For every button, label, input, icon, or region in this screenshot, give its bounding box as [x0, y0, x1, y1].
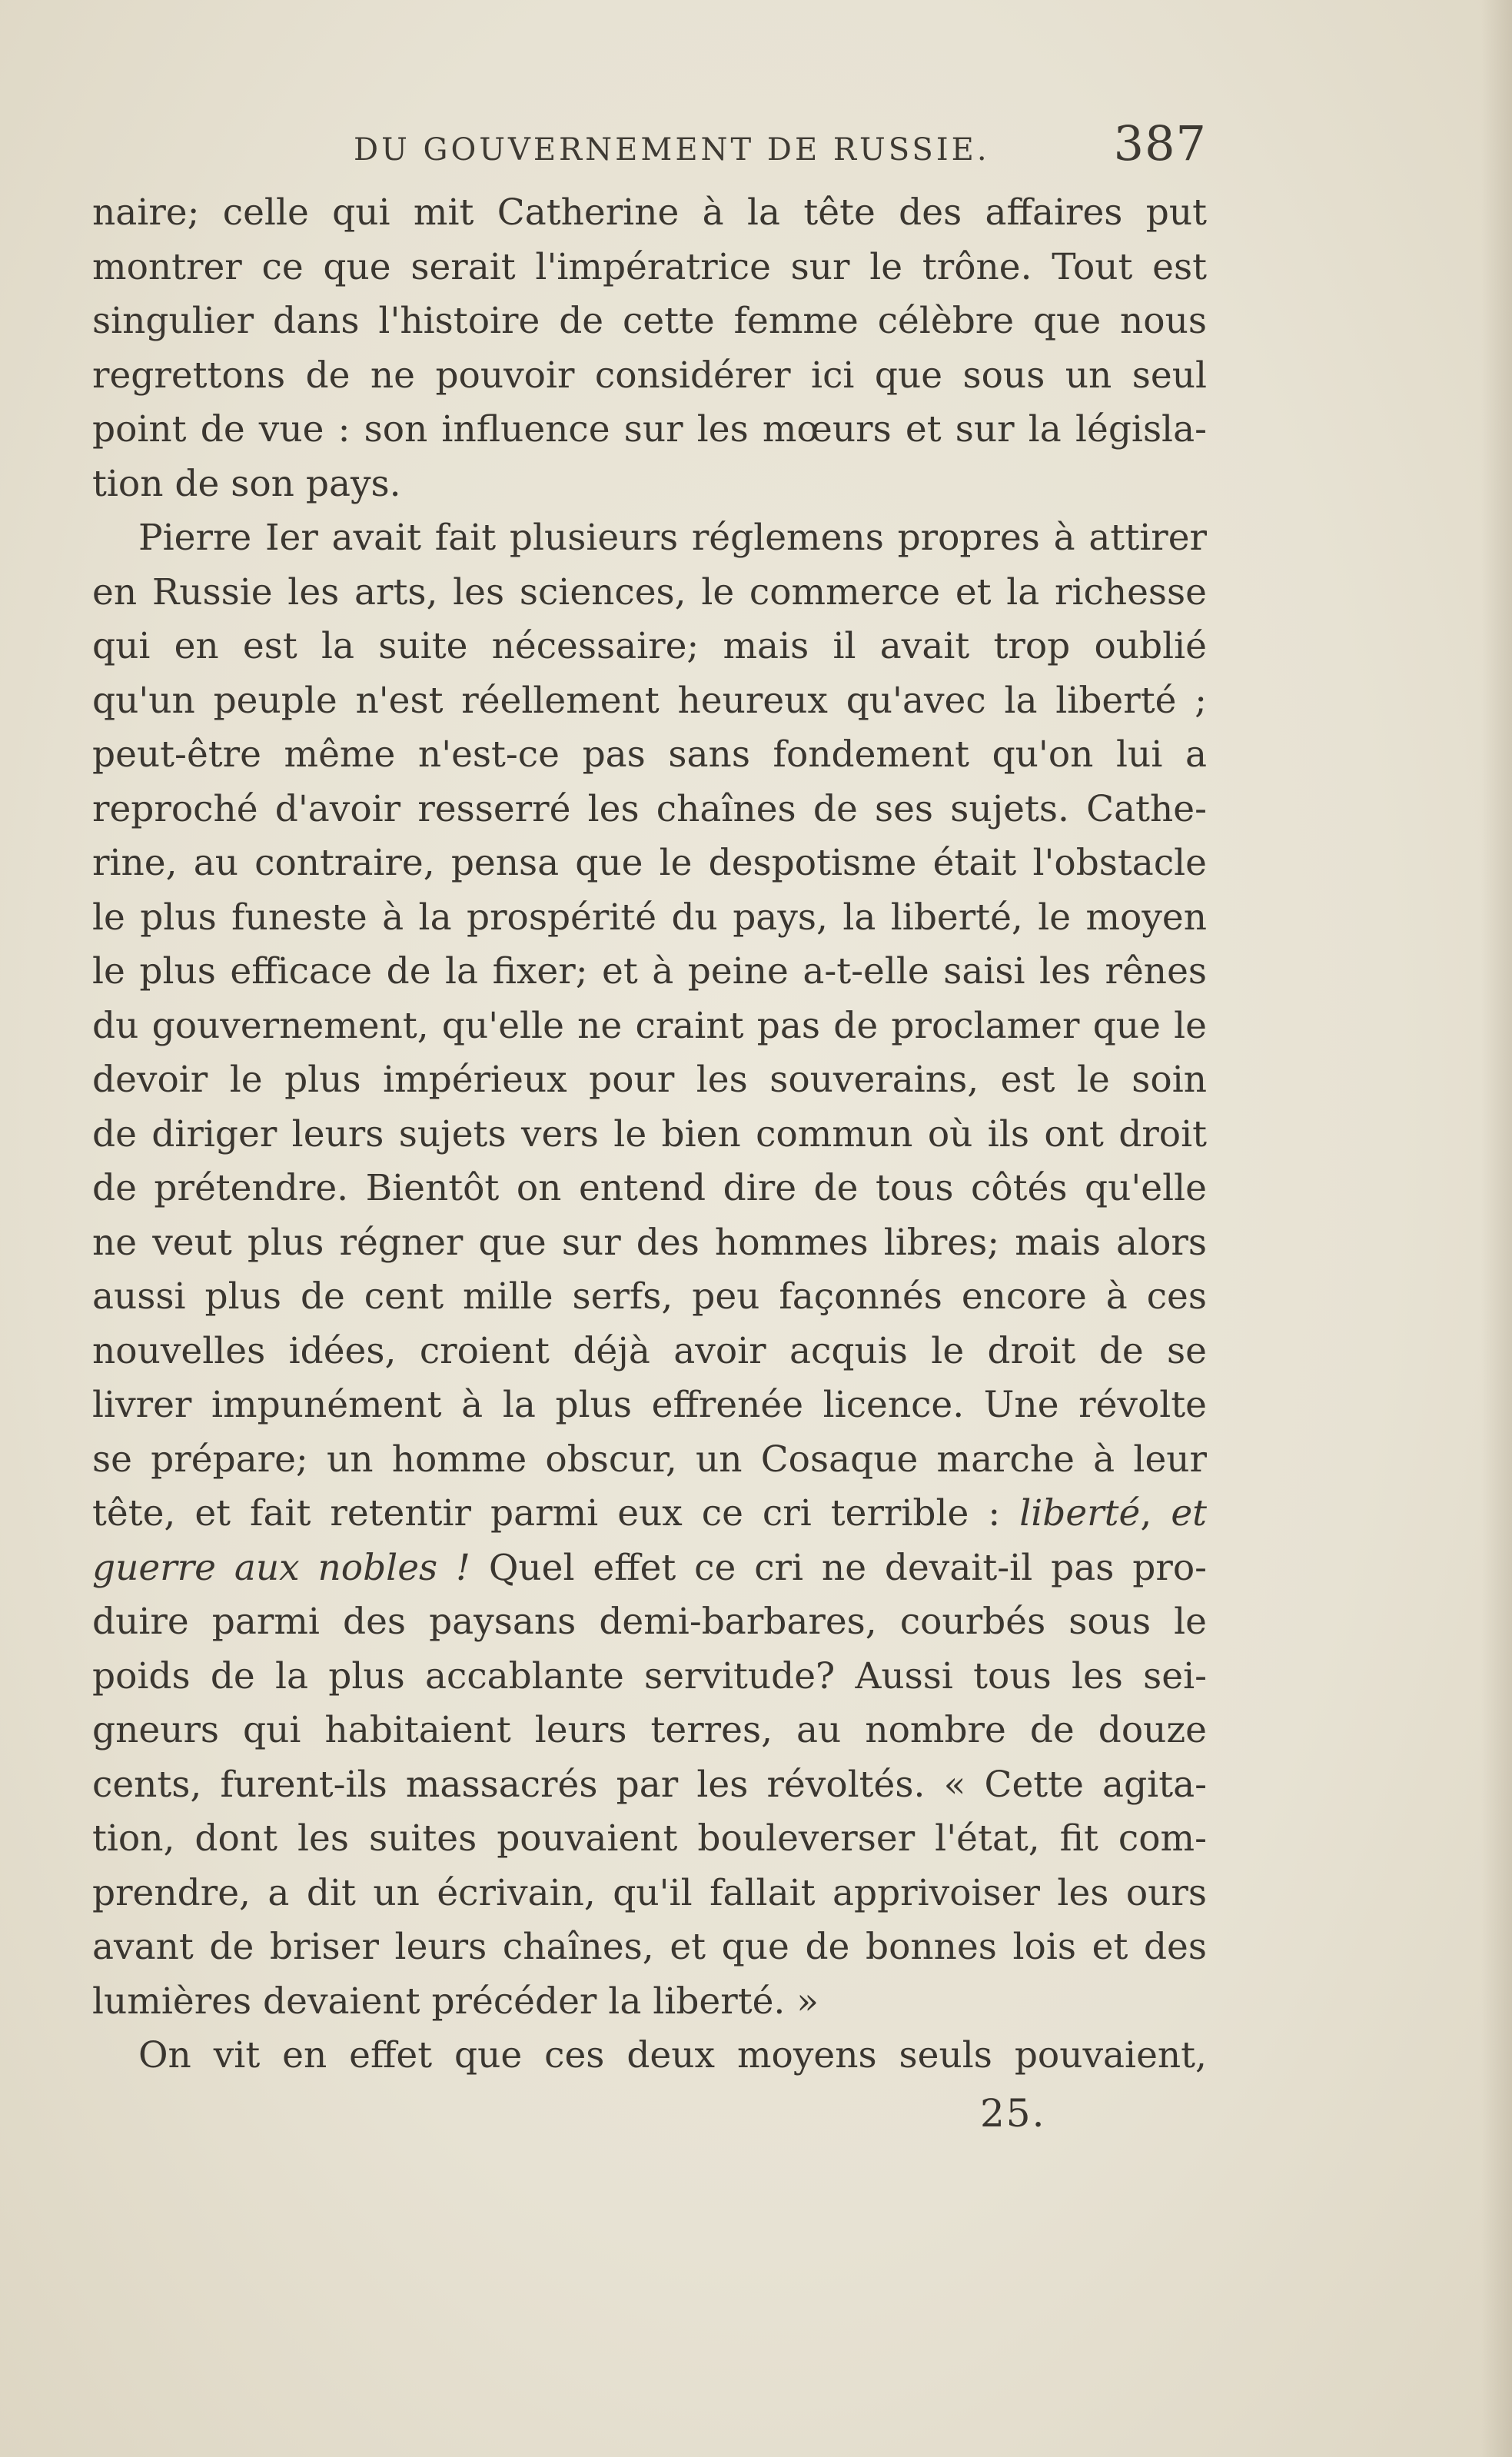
page-number: 387: [1113, 115, 1207, 171]
body-text: [92, 186, 1207, 2083]
text-line: tion de son pays.: [92, 462, 401, 505]
text-line: nouvelles idées, croient déjà avoir acquis le droit de se: [92, 1329, 1207, 1372]
text-line: devoir le plus impérieux pour les souverains, est le soin: [92, 1059, 1207, 1101]
text-line: qui en est la suite nécessaire; mais il avait trop oublié: [92, 625, 1207, 667]
text-line: prendre, a dit un écrivain, qu'il fallait apprivoiser les ours: [92, 1871, 1207, 1914]
text-line: gneurs qui habitaient leurs terres, au nombre de douze: [92, 1709, 1207, 1751]
text-line: de prétendre. Bientôt on entend dire de tous côtés qu'elle: [92, 1167, 1207, 1209]
page-edge-shadow: [1481, 0, 1512, 2457]
italic-et: et: [1171, 1492, 1207, 1534]
text-segment: Quel effet ce cri ne devait-il pas pro-: [488, 1546, 1207, 1589]
text-line-mixed: [92, 1541, 1207, 1596]
text-line: tion, dont les suites pouvaient bouleverser l'état, fit com-: [92, 1817, 1207, 1860]
text-line: On vit en effet que ces deux moyens seuls pouvaient,: [138, 2034, 1207, 2076]
text-line: aussi plus de cent mille serfs, peu façonnés encore à ces: [92, 1275, 1207, 1318]
text-line: point de vue : son influence sur les mœurs et sur la législa-: [92, 408, 1207, 451]
text-line: naire; celle qui mit Catherine à la tête des affaires put: [92, 191, 1207, 234]
italic-liberte: liberté: [1019, 1492, 1141, 1534]
text-line: peut-être même n'est-ce pas sans fondement qu'on lui a: [92, 733, 1207, 776]
page-header: [92, 115, 1207, 185]
text-line: qu'un peuple n'est réellement heureux qu'avec la liberté ;: [92, 679, 1207, 722]
text-line: le plus efficace de la fixer; et à peine a-t-elle saisi les rênes: [92, 950, 1207, 992]
text-line: regrettons de ne pouvoir considérer ici que sous un seul: [92, 354, 1207, 397]
text-line: duire parmi des paysans demi-barbares, courbés sous le: [92, 1601, 1207, 1643]
text-line: se prépare; un homme obscur, un Cosaque marche à leur: [92, 1438, 1207, 1481]
text-line: rine, au contraire, pensa que le despotisme était l'obstacle: [92, 842, 1207, 884]
text-line: cents, furent-ils massacrés par les révoltés. « Cette agita-: [92, 1763, 1207, 1806]
text-line-mixed: tête, et fait retentir parmi eux ce cri terrible : liberté, et: [92, 1492, 1207, 1534]
text-line: de diriger leurs sujets vers le bien commun où ils ont droit: [92, 1112, 1207, 1155]
text-line: lumières devaient précéder la liberté. »: [92, 1980, 819, 2023]
italic-guerre-aux-nobles: guerre aux nobles !: [92, 1546, 470, 1589]
text-line: du gouvernement, qu'elle ne craint pas de proclamer que le: [92, 1004, 1207, 1047]
text-line: livrer impunément à la plus effrenée licence. Une révolte: [92, 1384, 1207, 1426]
text-line: reproché d'avoir resserré les chaînes de ses sujets. Cathe-: [92, 787, 1207, 830]
text-line: poids de la plus accablante servitude? Aussi tous les sei-: [92, 1654, 1207, 1697]
running-head: DU GOUVERNEMENT DE RUSSIE.: [354, 132, 990, 168]
text-line: Pierre Ier avait fait plusieurs réglemens propres à attirer: [138, 517, 1207, 559]
text-line: ne veut plus régner que sur des hommes libres; mais alors: [92, 1221, 1207, 1264]
signature-mark: 25.: [980, 2091, 1046, 2136]
text-line: le plus funeste à la prospérité du pays, la liberté, le moyen: [92, 896, 1207, 939]
text-line: singulier dans l'histoire de cette femme célèbre que nous: [92, 300, 1207, 342]
text-line: avant de briser leurs chaînes, et que de bonnes lois et des: [92, 1926, 1207, 1968]
text-line: en Russie les arts, les sciences, le commerce et la richesse: [92, 570, 1207, 613]
text-line: montrer ce que serait l'impératrice sur le trône. Tout est: [92, 245, 1207, 288]
text-segment: tête, et fait retentir parmi eux ce cri terrible :: [92, 1492, 1001, 1534]
